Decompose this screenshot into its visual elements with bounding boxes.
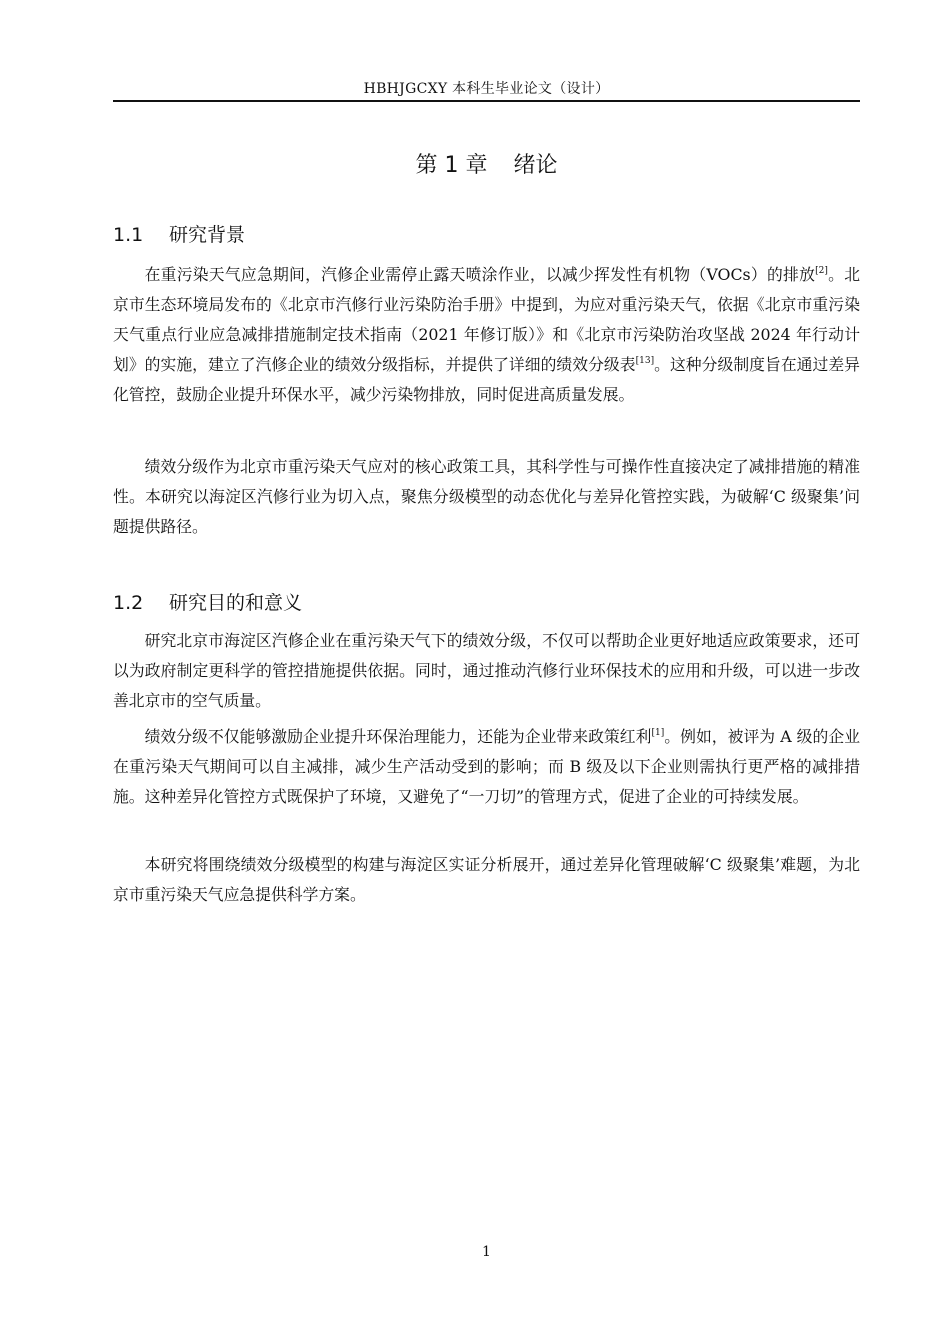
running-header: HBHJGCXY 本科生毕业论文（设计）: [363, 81, 610, 97]
citation-ref: [2]: [815, 266, 828, 276]
section-heading-1-2: [113, 588, 302, 615]
paragraph-background-2: 绩效分级作为北京市重污染天气应对的核心政策工具，其科学性与可操作性直接决定了减排措施的精准性。本研究以海淀区汽修行业为切入点，聚焦分级模型的动态优化与差异化管控实践，为破解‘C 级聚集’问题提供路径。: [113, 457, 860, 536]
header-rule: [113, 100, 860, 102]
paragraph-text: 。例如，被评为 A 级的企业在重污染天气期间可以自主减排，减少生产活动受到的影响；而 B 级及以下企业则需执行更严格的减排措施。这种差异化管控方式既保护了环境，又避免了“一刀切”的管理方式，促进了企业的可持续发展。: [113, 727, 860, 806]
citation-ref: [1]: [651, 728, 665, 738]
chapter-title: [113, 148, 860, 179]
paragraph-background-1: [113, 260, 860, 410]
paragraph-text: 。北京市生态环境局发布的《北京市汽修行业污染防治手册》中提到，为应对重污染天气，依据《北京市重污染天气重点行业应急减排措施制定技术指南（2021 年修订版）》和《北京市污染防治攻坚战 2024 年行动计划》的实施，建立了汽修企业的绩效分级指标，并提供了详细的绩效分级表: [113, 265, 860, 374]
paragraph-text: 在重污染天气应急期间，汽修企业需停止露天喷涂作业，以减少挥发性有机物（VOCs）的排放: [144, 265, 816, 284]
chapter-number: 第 1 章: [415, 153, 488, 178]
section-number: 1.1: [113, 224, 144, 246]
paragraph-text: 绩效分级不仅能够激励企业提升环保治理能力，还能为企业带来政策红利: [144, 727, 652, 746]
paragraph-text: 。这种分级制度旨在通过差异化管控，鼓励企业提升环保水平，减少污染物排放，同时促进高质量发展。: [113, 355, 860, 404]
section-title: 研究目的和意义: [169, 592, 303, 614]
section-title: 研究背景: [169, 224, 246, 246]
section-heading-1-1: [113, 220, 245, 247]
paragraph-purpose-3: 本研究将围绕绩效分级模型的构建与海淀区实证分析展开，通过差异化管理破解‘C 级聚集’难题，为北京市重污染天气应急提供科学方案。: [113, 855, 860, 904]
paragraph-purpose-1: 研究北京市海淀区汽修企业在重污染天气下的绩效分级，不仅可以帮助企业更好地适应政策要求，还可以为政府制定更科学的管控措施提供依据。同时，通过推动汽修行业环保技术的应用和升级，可以进一步改善北京市的空气质量。: [113, 631, 860, 710]
chapter-name: 绪论: [513, 153, 558, 178]
paragraph-purpose-2: [113, 722, 860, 812]
section-number: 1.2: [113, 592, 144, 614]
citation-ref: [13]: [635, 356, 655, 366]
page-number: 1: [482, 1244, 491, 1260]
